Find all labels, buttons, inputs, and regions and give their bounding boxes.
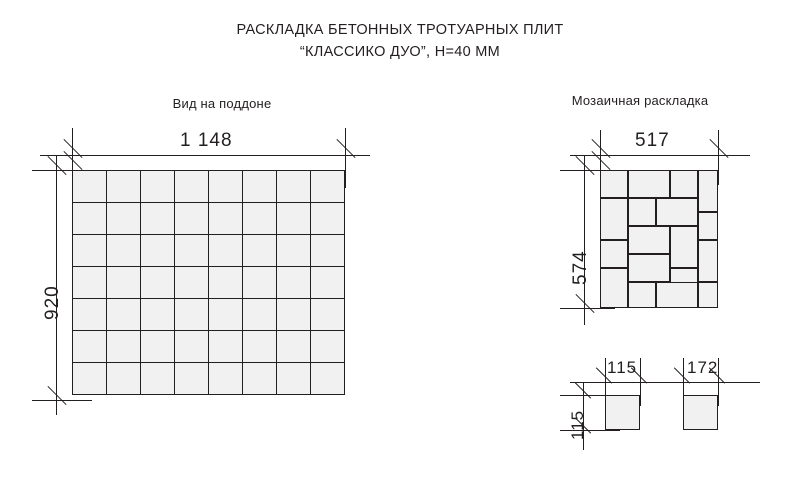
pallet-tile <box>73 363 106 394</box>
pallet-tile <box>209 363 242 394</box>
mosaic-tile <box>628 282 656 308</box>
mosaic-tile <box>600 240 628 268</box>
small-tile-height-dimension: 115 <box>568 409 587 440</box>
pallet-tile <box>209 203 242 234</box>
right-view-caption: Мозаичная раскладка <box>571 93 709 108</box>
pallet-tile <box>107 363 140 394</box>
page-title-line-1: РАСКЛАДКА БЕТОННЫХ ТРОТУАРНЫХ ПЛИТ <box>236 22 564 38</box>
mosaic-tile <box>600 170 628 198</box>
small-tile-witness-right <box>640 358 641 406</box>
pallet-tile <box>175 363 208 394</box>
mosaic-tile <box>698 240 718 282</box>
mosaic-tile <box>670 170 698 198</box>
mosaic-witness-right <box>718 130 719 185</box>
pallet-tile <box>277 171 310 202</box>
pallet-tile <box>107 267 140 298</box>
pallet-tile <box>73 299 106 330</box>
pallet-tile <box>243 331 276 362</box>
pallet-tile <box>175 331 208 362</box>
pallet-tile <box>141 363 174 394</box>
page-title-line-2: “КЛАССИКО ДУО”, H=40 ММ <box>299 44 501 60</box>
pallet-tile <box>209 235 242 266</box>
mosaic-tile <box>670 226 698 268</box>
mosaic-tile <box>698 212 718 240</box>
pallet-height-dimension: 920 <box>42 285 63 320</box>
pallet-top-dimension-line <box>40 155 370 156</box>
tick-mosaic-l-bottom <box>575 294 594 313</box>
pallet-tile <box>107 235 140 266</box>
pallet-tile <box>107 171 140 202</box>
pallet-tile <box>209 331 242 362</box>
mosaic-tile <box>600 198 628 240</box>
mosaic-tile <box>628 170 670 198</box>
tick-pallet-l-bottom <box>47 386 66 405</box>
left-view-caption: Вид на поддоне <box>172 96 272 111</box>
pallet-tile <box>73 235 106 266</box>
pallet-tile <box>277 235 310 266</box>
pallet-tile <box>243 203 276 234</box>
big-tile-element <box>683 395 718 430</box>
pallet-tile <box>175 299 208 330</box>
pallet-tile <box>243 267 276 298</box>
pallet-tile <box>311 267 344 298</box>
pallet-tile <box>209 267 242 298</box>
mosaic-tile <box>698 170 718 212</box>
small-tile-element <box>605 395 640 430</box>
pallet-tile <box>141 299 174 330</box>
pallet-tile <box>243 363 276 394</box>
big-tile-width-dimension: 172 <box>687 358 719 377</box>
pallet-tile <box>277 203 310 234</box>
pallet-width-dimension: 1 148 <box>180 130 233 151</box>
pallet-tile <box>277 363 310 394</box>
pallet-tile <box>175 203 208 234</box>
pallet-tile <box>311 299 344 330</box>
pallet-tile <box>311 363 344 394</box>
pallet-tile <box>175 235 208 266</box>
pallet-witness-right <box>345 128 346 188</box>
mosaic-left-dimension-line <box>584 155 585 325</box>
pallet-tile <box>243 299 276 330</box>
pallet-tile <box>107 203 140 234</box>
pallet-tile <box>311 331 344 362</box>
mosaic-tile <box>698 282 718 308</box>
pallet-tile <box>277 267 310 298</box>
pallet-tile <box>141 203 174 234</box>
pallet-tile <box>209 299 242 330</box>
pallet-tile <box>277 331 310 362</box>
pallet-tile <box>73 171 106 202</box>
pallet-tile <box>311 171 344 202</box>
pallet-tile <box>243 171 276 202</box>
pallet-tile <box>209 171 242 202</box>
pallet-tile <box>73 203 106 234</box>
mosaic-tile <box>600 268 628 308</box>
mosaic-height-dimension: 574 <box>570 250 591 285</box>
pallet-tile <box>141 331 174 362</box>
small-tile-width-dimension: 115 <box>607 358 638 377</box>
pallet-tile-grid <box>72 170 345 395</box>
pallet-tile <box>175 171 208 202</box>
pallet-tile <box>107 299 140 330</box>
pallet-tile <box>311 203 344 234</box>
mosaic-tile <box>628 198 656 226</box>
pallet-tile <box>141 171 174 202</box>
pallet-tile <box>73 331 106 362</box>
mosaic-tile <box>628 254 670 282</box>
mosaic-width-dimension: 517 <box>635 130 670 151</box>
tick-pallet-l-top <box>47 156 66 175</box>
pallet-tile <box>311 235 344 266</box>
mosaic-tile <box>656 198 698 226</box>
pallet-tile <box>277 299 310 330</box>
pallet-tile <box>243 235 276 266</box>
pallet-tile <box>107 331 140 362</box>
mosaic-tile <box>628 226 670 254</box>
pallet-tile <box>141 267 174 298</box>
mosaic-tile <box>656 282 698 308</box>
tick-mosaic-l-top <box>575 156 594 175</box>
pallet-tile <box>141 235 174 266</box>
pallet-tile <box>73 267 106 298</box>
big-tile-top-dimension-line <box>655 382 760 383</box>
pallet-tile <box>175 267 208 298</box>
mosaic-witness-bottom <box>560 308 615 309</box>
